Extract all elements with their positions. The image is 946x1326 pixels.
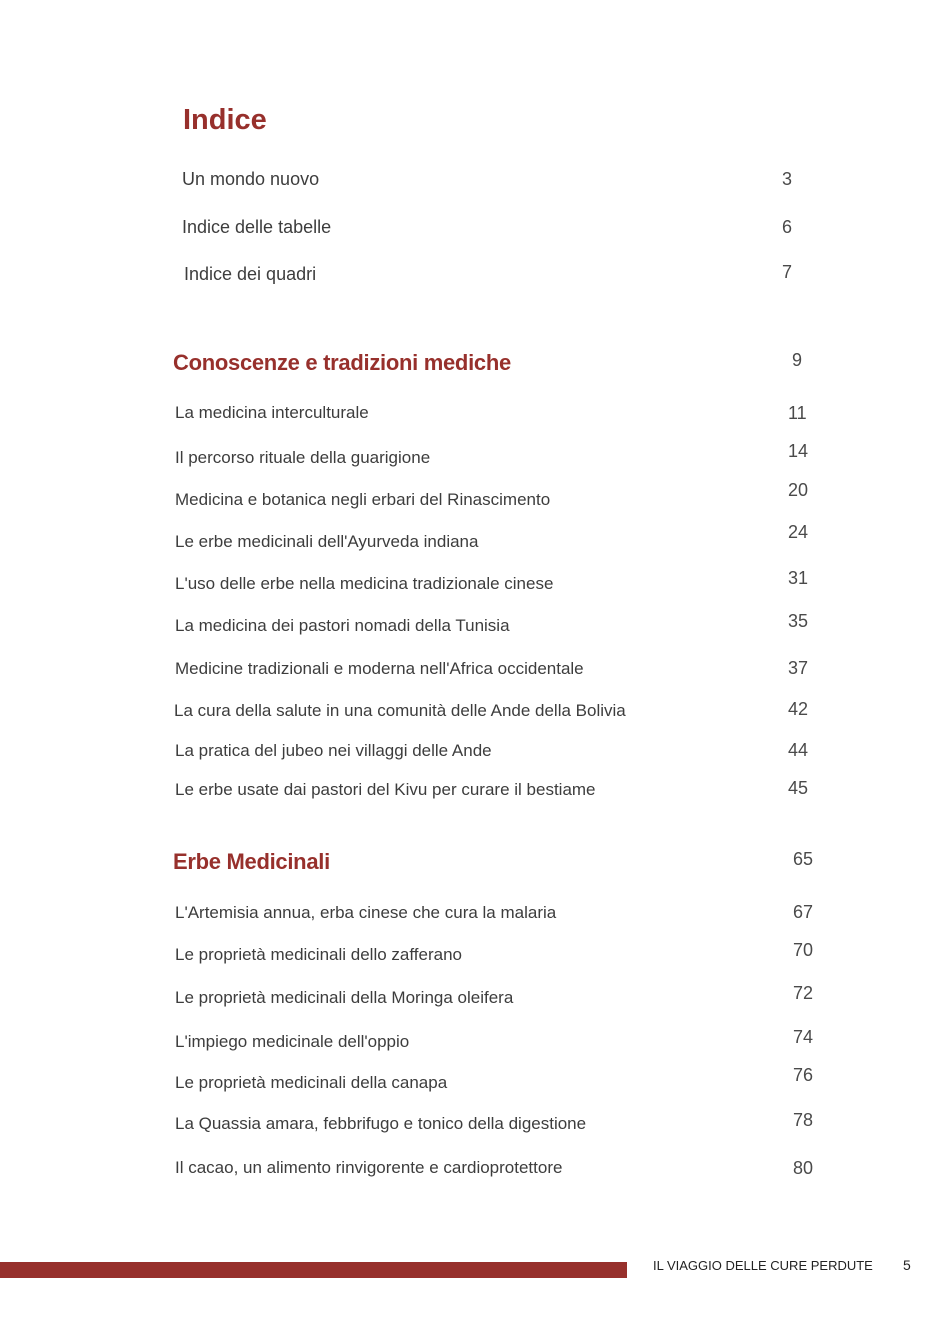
toc-entry[interactable]: La cura della salute in una comunità delle Ande della Bolivia (174, 701, 626, 720)
toc-entry[interactable]: Un mondo nuovo (182, 169, 320, 189)
toc-page-number: 42 (788, 699, 809, 719)
toc-page-number: 80 (793, 1158, 814, 1178)
toc-entry[interactable]: Le erbe usate dai pastori del Kivu per curare il bestiame (175, 780, 596, 799)
toc-page-number: 24 (788, 522, 809, 542)
toc-entry[interactable]: La medicina interculturale (175, 403, 369, 422)
toc-page-number: 45 (788, 778, 809, 798)
toc-page-number: 44 (788, 740, 809, 760)
toc-entry[interactable]: La medicina dei pastori nomadi della Tunisia (175, 616, 510, 635)
toc-entry[interactable]: L'uso delle erbe nella medicina tradizionale cinese (175, 574, 554, 593)
footer-page-number: 5 (903, 1257, 911, 1273)
toc-entry[interactable]: Medicina e botanica negli erbari del Rinascimento (175, 490, 551, 509)
toc-page-number: 37 (788, 658, 809, 678)
toc-page-number: 14 (788, 441, 809, 461)
toc-page-number: 7 (782, 262, 793, 282)
toc-entry[interactable]: Le erbe medicinali dell'Ayurveda indiana (175, 532, 479, 551)
toc-entry[interactable]: Indice dei quadri (184, 264, 317, 284)
toc-entry[interactable]: Il cacao, un alimento rinvigorente e cardioprotettore (175, 1158, 563, 1177)
section-heading[interactable]: Conoscenze e tradizioni mediche (173, 350, 511, 375)
toc-entry[interactable]: L'impiego medicinale dell'oppio (175, 1032, 410, 1051)
page-title: Indice (183, 104, 267, 136)
toc-page-number: 20 (788, 480, 809, 500)
footer-bar (0, 1262, 627, 1278)
toc-page-number: 78 (793, 1110, 814, 1130)
toc-entry[interactable]: Medicine tradizionali e moderna nell'Africa occidentale (175, 659, 584, 678)
toc-entry[interactable]: Le proprietà medicinali della Moringa oleifera (175, 988, 514, 1007)
toc-entry[interactable]: L'Artemisia annua, erba cinese che cura la malaria (175, 903, 557, 922)
toc-page-number: 31 (788, 568, 809, 588)
toc-entry[interactable]: Le proprietà medicinali dello zafferano (175, 945, 462, 964)
toc-page-number: 67 (793, 902, 814, 922)
toc-entry[interactable]: Indice delle tabelle (182, 217, 332, 237)
section-heading[interactable]: Erbe Medicinali (173, 849, 330, 874)
toc-entry[interactable]: La Quassia amara, febbrifugo e tonico della digestione (175, 1114, 587, 1133)
toc-entry[interactable]: La pratica del jubeo nei villaggi delle Ande (175, 741, 492, 760)
toc-page-number: 72 (793, 983, 814, 1003)
toc-page-number: 9 (792, 350, 803, 370)
toc-page-number: 35 (788, 611, 809, 631)
toc-page-number: 3 (782, 169, 793, 189)
toc-page-number: 11 (788, 403, 807, 423)
toc-entry[interactable]: Il percorso rituale della guarigione (175, 448, 431, 467)
toc-page-number: 65 (793, 849, 814, 869)
toc-entry[interactable]: Le proprietà medicinali della canapa (175, 1073, 448, 1092)
toc-page-number: 76 (793, 1065, 814, 1085)
toc-page-number: 70 (793, 940, 814, 960)
toc-page-number: 6 (782, 217, 793, 237)
footer-book-title: IL VIAGGIO DELLE CURE PERDUTE (653, 1258, 873, 1273)
toc-page-number: 74 (793, 1027, 814, 1047)
